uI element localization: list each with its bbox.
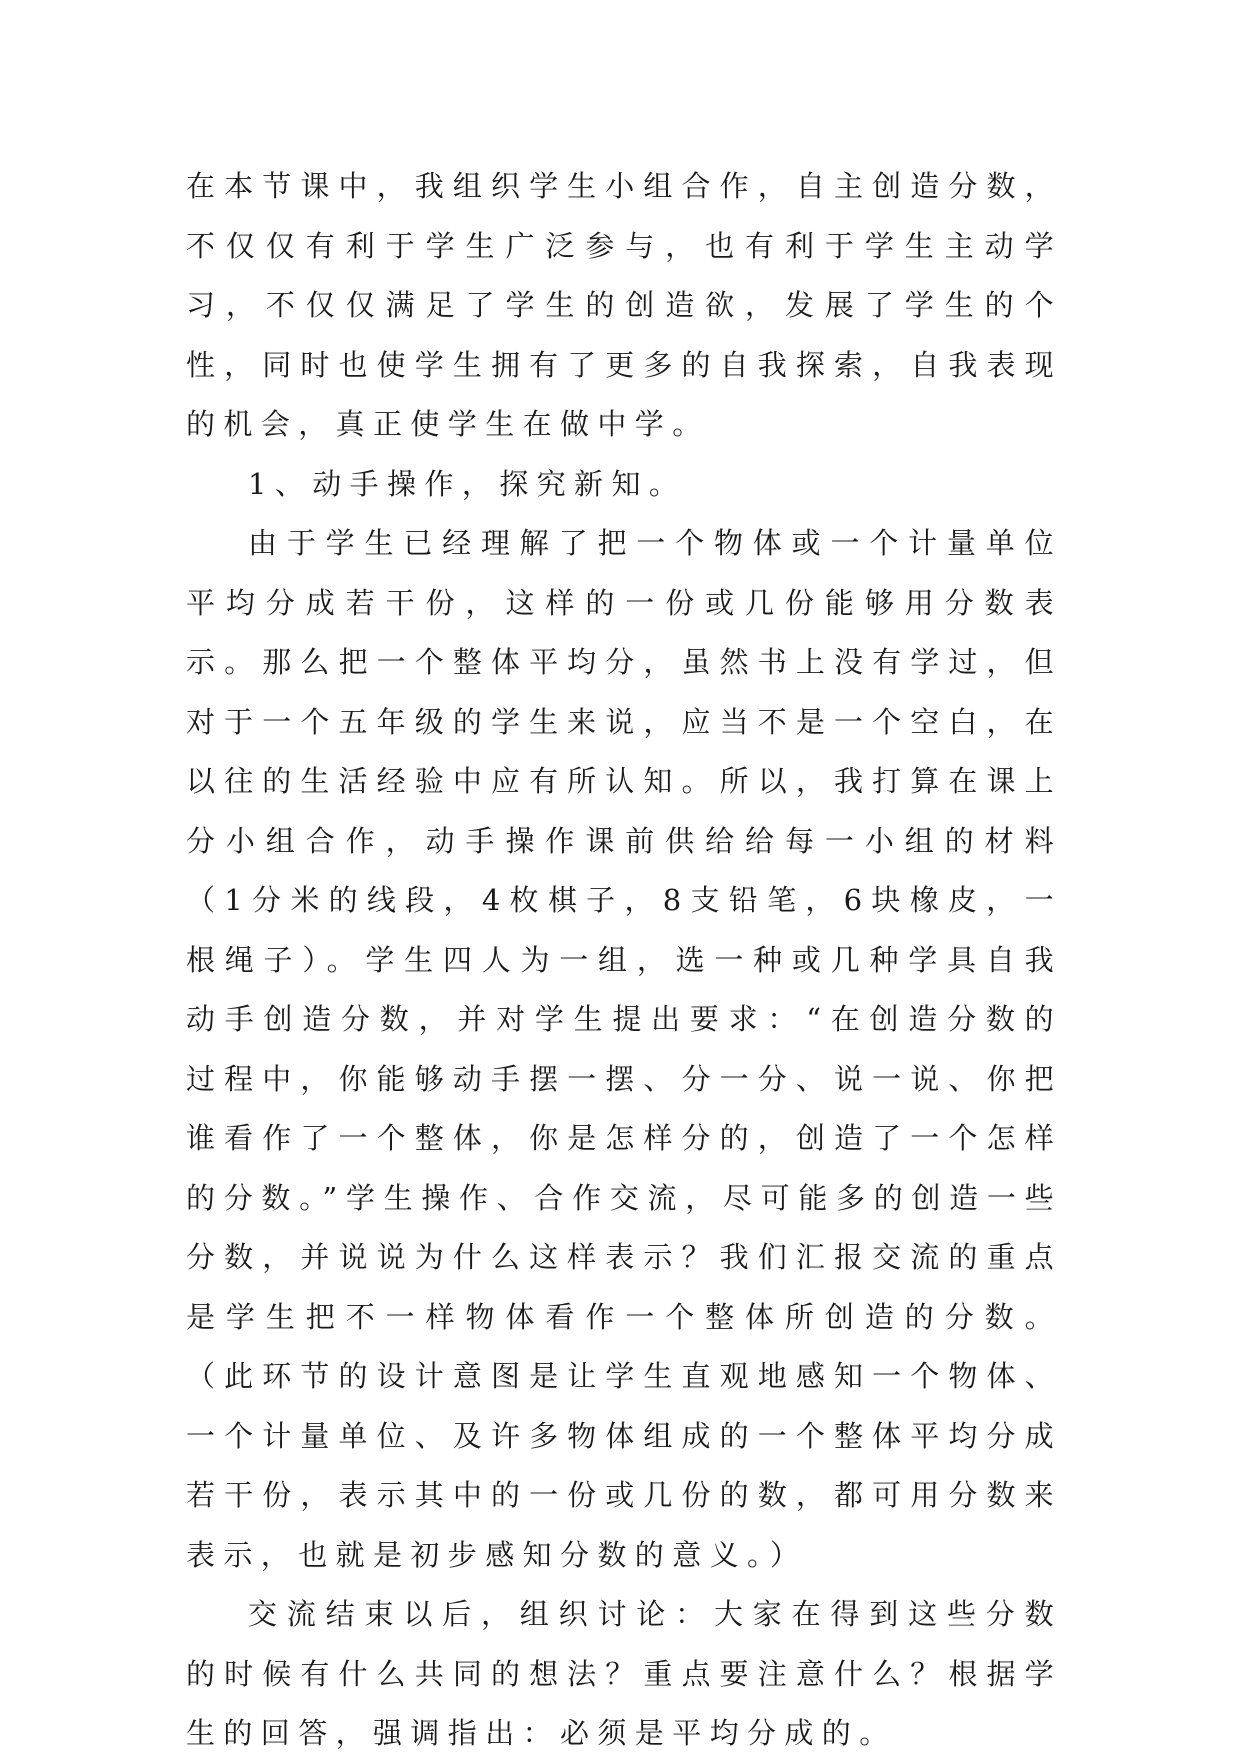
paragraph-activity: 由于学生已经理解了把一个物体或一个计量单位平均分成若干份，这样的一份或几份能够用分数表示。那么把一个整体平均分，虽然书上没有学过，但对于一个五年级的学生来说，应当不是一个空白，在以往的生活经验中应有所认知。所以，我打算在课上分小组合作，动手操作课前供给给每一小组的材料（1分米的线段，4枚棋子，8支铅笔，6块橡皮，一根绳子）。学生四人为一组，选一种或几种学具自我动手创造分数，并对学生提出要求：“在创造分数的过程中，你能够动手摆一摆、分一分、说一说、你把谁看作了一个整体，你是怎样分的，创造了一个怎样的分数。”学生操作、合作交流，尽可能多的创造一些分数，并说说为什么这样表示？我们汇报交流的重点是学生把不一样物体看作一个整体所创造的分数。（此环节的设计意图是让学生直观地感知一个物体、一个计量单位、及许多物体组成的一个整体平均分成若干份，表示其中的一份或几份的数，都可用分数来表示，也就是初步感知分数的意义。）	[186, 526, 1062, 1572]
paragraph-intro: 在本节课中，我组织学生小组合作，自主创造分数，不仅仅有利于学生广泛参与，也有利于学生主动学习，不仅仅满足了学生的创造欲，发展了学生的个性，同时也使学生拥有了更多的自我探索，自我表现的机会，真正使学生在做中学。	[186, 169, 1062, 441]
document-body	[186, 157, 1062, 1764]
paragraph-discussion: 交流结束以后，组织讨论：大家在得到这些分数的时候有什么共同的想法？重点要注意什么？根据学生的回答，强调指出：必须是平均分成的。	[186, 1597, 1062, 1750]
section-heading: 1、动手操作，探究新知。	[248, 466, 687, 501]
